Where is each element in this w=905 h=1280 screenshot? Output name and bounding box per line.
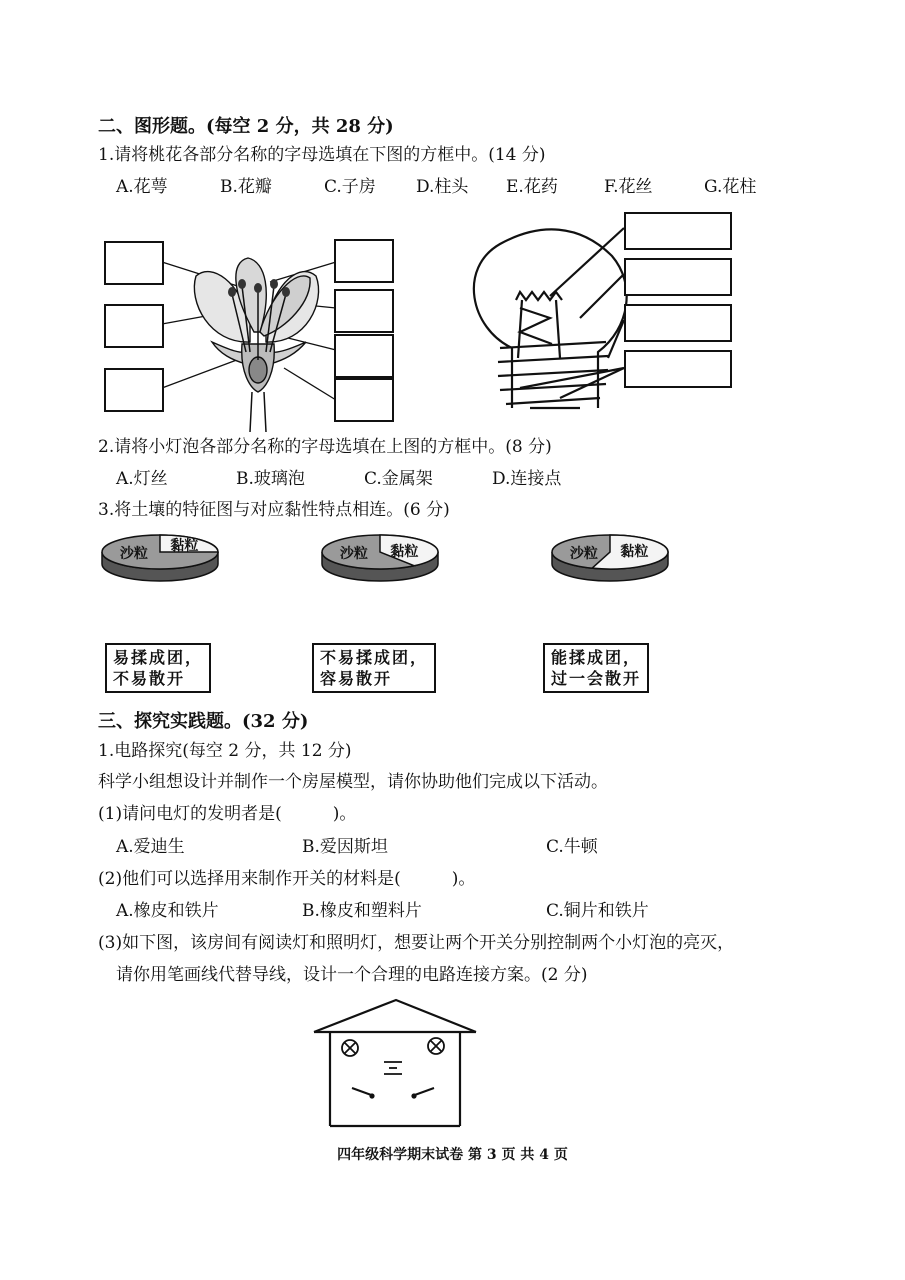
soil-label-2[interactable]	[312, 643, 436, 693]
soil-label-2-line1: 不易揉成团，	[320, 648, 429, 667]
flower-answer-box-7[interactable]	[334, 378, 394, 422]
s3q1-part1-option-a: A.爱迪生	[116, 837, 185, 857]
soil-pie-3	[552, 535, 668, 581]
soil-label-2-line2: 容易散开	[320, 669, 393, 688]
soil-label-3-line2: 过一会散开	[551, 669, 642, 688]
q1-option-g: G.花柱	[704, 177, 757, 197]
flower-answer-box-3[interactable]	[104, 368, 164, 412]
soil-pie-1	[102, 535, 218, 581]
soil-pie-1-sand-label: 沙粒	[119, 546, 148, 562]
s3q1-part1-option-c: C.牛顿	[546, 837, 598, 857]
flower-answer-box-4[interactable]	[334, 239, 394, 283]
q3-text: 3.将土壤的特征图与对应黏性特点相连。(6 分)	[98, 500, 450, 520]
s3q1-intro: 科学小组想设计并制作一个房屋模型，请你协助他们完成以下活动。	[98, 772, 608, 792]
soil-pie-2-sand-label: 沙粒	[339, 546, 368, 562]
soil-pie-3-sand-label: 沙粒	[569, 546, 598, 562]
bulb-symbol-right	[428, 1038, 444, 1054]
soil-pie-2	[322, 535, 438, 581]
soil-label-1-line2: 不易散开	[113, 669, 186, 688]
battery-symbol	[384, 1062, 402, 1074]
q1-option-e: E.花药	[506, 177, 558, 197]
soil-label-1-line1: 易揉成团，	[113, 648, 204, 667]
q2-option-d: D.连接点	[492, 469, 562, 489]
q2-option-a: A.灯丝	[116, 469, 168, 489]
soil-pie-1-clay-label: 黏粒	[170, 538, 199, 554]
s3q1-part1-text: (1)请问电灯的发明者是( )。	[98, 804, 357, 824]
q1-option-b: B.花瓣	[220, 177, 272, 197]
bulb-symbol-left	[342, 1040, 358, 1056]
q2-option-c: C.金属架	[364, 469, 433, 489]
s3q1-part2-option-b: B.橡皮和塑料片	[302, 901, 422, 921]
soil-label-1[interactable]	[105, 643, 211, 693]
soil-label-3-line1: 能揉成团，	[551, 648, 642, 667]
q1-option-c: C.子房	[324, 177, 376, 197]
q2-option-b: B.玻璃泡	[236, 469, 305, 489]
flower-answer-box-6[interactable]	[334, 334, 394, 378]
section3-title: 三、探究实践题。(32 分)	[98, 711, 309, 732]
s3q1-title: 1.电路探究(每空 2 分，共 12 分)	[98, 741, 352, 761]
switch-symbol-right	[412, 1088, 434, 1098]
q1-option-d: D.柱头	[416, 177, 469, 197]
s3q1-part2-option-c: C.铜片和铁片	[546, 901, 649, 921]
bulb-answer-box-1[interactable]	[624, 212, 732, 250]
q1-text: 1.请将桃花各部分名称的字母选填在下图的方框中。(14 分)	[98, 145, 546, 165]
s3q1-part1-option-b: B.爱因斯坦	[302, 837, 388, 857]
section2-title: 二、图形题。(每空 2 分，共 28 分)	[98, 116, 394, 137]
soil-pie-2-clay-label: 黏粒	[390, 544, 419, 560]
s3q1-part2-text: (2)他们可以选择用来制作开关的材料是( )。	[98, 869, 476, 889]
soil-pies	[100, 526, 700, 596]
bulb-answer-box-2[interactable]	[624, 258, 732, 296]
q1-option-a: A.花萼	[116, 177, 168, 197]
flower-answer-box-1[interactable]	[104, 241, 164, 285]
house-circuit-diagram[interactable]	[310, 996, 480, 1132]
flower-answer-box-2[interactable]	[104, 304, 164, 348]
s3q1-part2-option-a: A.橡皮和铁片	[116, 901, 219, 921]
flower-answer-box-5[interactable]	[334, 289, 394, 333]
page-footer: 四年级科学期末试卷 第 3 页 共 4 页	[337, 1147, 568, 1163]
soil-label-3[interactable]	[543, 643, 649, 693]
bulb-answer-box-4[interactable]	[624, 350, 732, 388]
s3q1-part3-line1: (3)如下图，该房间有阅读灯和照明灯，想要让两个开关分别控制两个小灯泡的亮灭，	[98, 933, 735, 953]
q2-text: 2.请将小灯泡各部分名称的字母选填在上图的方框中。(8 分)	[98, 437, 552, 457]
s3q1-part3-line2: 请你用笔画线代替导线，设计一个合理的电路连接方案。(2 分)	[116, 965, 588, 985]
switch-symbol-left	[352, 1088, 374, 1098]
bulb-answer-box-3[interactable]	[624, 304, 732, 342]
q1-option-f: F.花丝	[604, 177, 653, 197]
soil-pie-3-clay-label: 黏粒	[620, 544, 649, 560]
